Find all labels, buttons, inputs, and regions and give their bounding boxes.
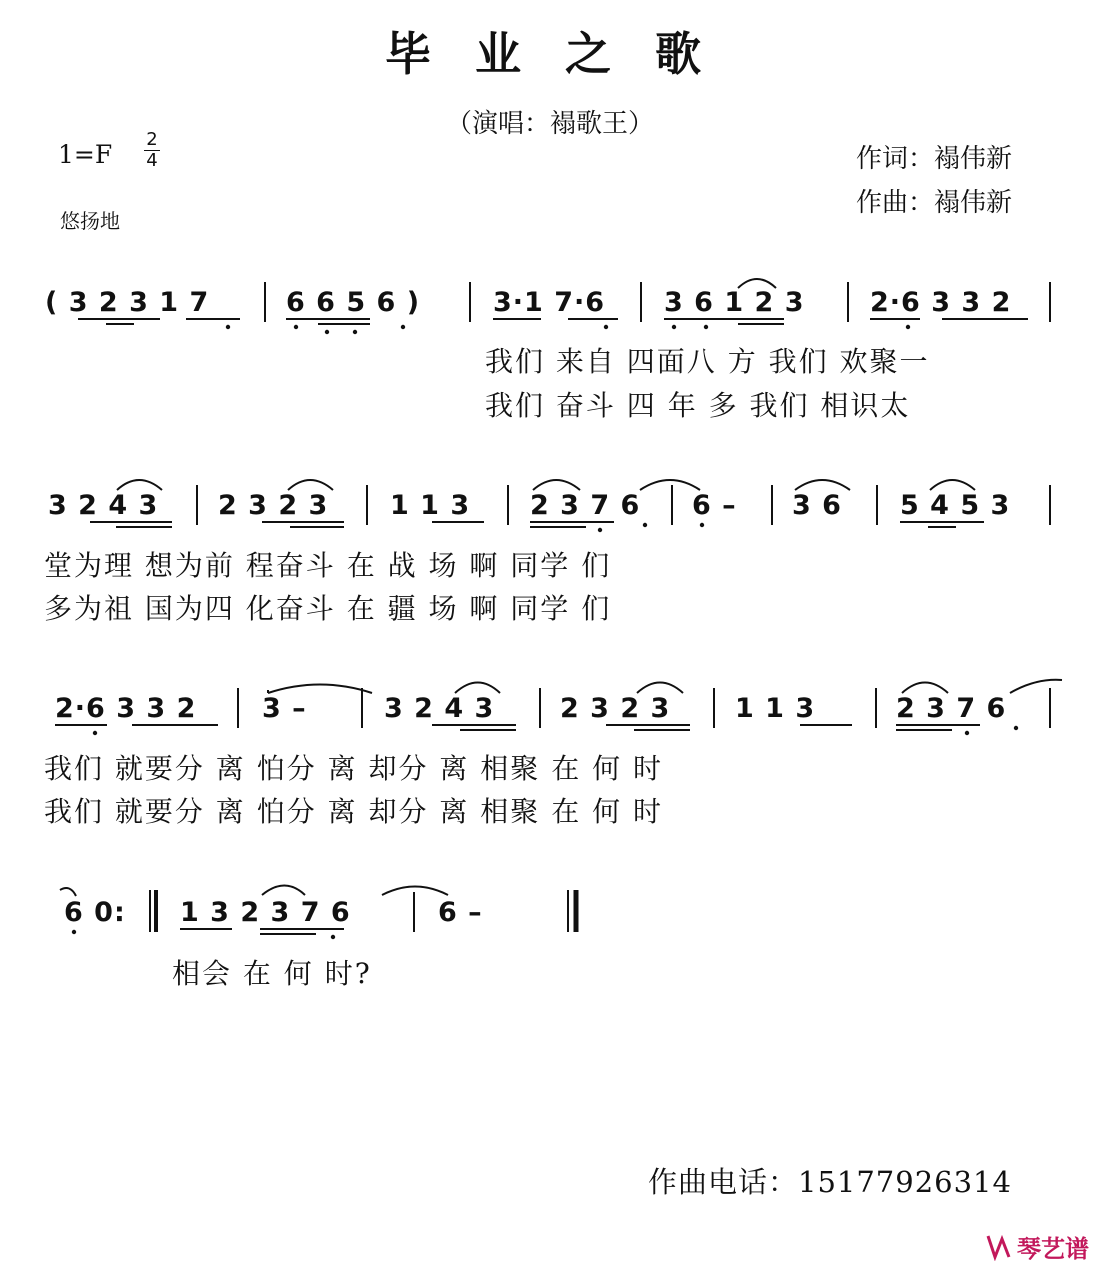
music-logo-icon [985, 1233, 1013, 1261]
octave-dot [401, 325, 405, 329]
octave-dot [1014, 726, 1018, 730]
beam-line [106, 323, 134, 325]
beam-line [262, 521, 344, 523]
slur [288, 480, 333, 490]
measure: 2·6 3 3 2 [870, 287, 1012, 318]
beam-line [800, 724, 852, 726]
measure: 2 3 2 3 [560, 693, 671, 724]
beam-line [78, 318, 160, 320]
measure: 5 4 5 3 [900, 490, 1011, 521]
octave-dot [226, 325, 230, 329]
octave-dot [598, 528, 602, 532]
slur [902, 683, 948, 694]
beam-line [260, 933, 316, 935]
beam-line [260, 928, 344, 930]
octave-dot [906, 325, 910, 329]
beam-line [896, 724, 980, 726]
lyricist-credit: 作词：褟伟新 [856, 144, 1013, 174]
lyric-line-verse-2: 多为祖 国为四 化奋斗 在 疆 场 啊 同学 们 [44, 592, 612, 625]
measure: 2 3 7 6 [896, 693, 1007, 724]
beam-line [493, 318, 541, 320]
beam-line [180, 928, 232, 930]
octave-dot [965, 731, 969, 735]
measure: 2 3 2 3 [218, 490, 329, 521]
song-title: 毕 业 之 歌 [384, 27, 716, 81]
beam-line [634, 729, 690, 731]
time-signature-numerator: 2 [144, 130, 160, 151]
lyric-line-ending: 相会 在 何 时? [172, 957, 372, 990]
slur [930, 480, 975, 490]
beam-line [460, 729, 516, 731]
octave-dot [672, 325, 676, 329]
octave-dot [700, 523, 704, 527]
lyric-line-verse-2: 我们 就要分 离 怕分 离 却分 离 相聚 在 何 时 [44, 795, 664, 828]
measure: 1 1 3 [390, 490, 471, 521]
slur [795, 480, 850, 490]
tie [268, 685, 372, 694]
key-signature: 1=F [58, 140, 113, 169]
tie [1010, 680, 1062, 693]
measure: 3 2 4 3 [384, 693, 495, 724]
octave-dot [325, 330, 329, 334]
octave-dot [331, 935, 335, 939]
slur [117, 480, 162, 490]
lyric-line-verse-2: 我们 奋斗 四 年 多 我们 相识太 [485, 389, 911, 422]
beam-line [738, 323, 784, 325]
lyric-line-verse-1: 我们 就要分 离 怕分 离 却分 离 相聚 在 何 时 [44, 752, 664, 785]
beam-line [90, 521, 172, 523]
beam-line [942, 318, 1028, 320]
beam-line [870, 318, 920, 320]
beam-line [928, 526, 956, 528]
octave-dot [294, 325, 298, 329]
measure: 3 6 1 2 3 [664, 287, 805, 318]
site-watermark [985, 1229, 1089, 1264]
measure: 2·6 3 3 2 [55, 693, 197, 724]
slur [637, 683, 683, 694]
measure: 3 6 [792, 490, 842, 521]
beam-line [568, 318, 618, 320]
slur [738, 279, 776, 288]
beam-line [664, 318, 784, 320]
tempo-marking: 悠扬地 [60, 209, 120, 233]
beam-line [530, 526, 586, 528]
beam-line [186, 318, 240, 320]
beam-line [432, 521, 484, 523]
beam-line [132, 724, 218, 726]
time-signature-denominator: 4 [146, 150, 158, 171]
slur [262, 886, 305, 896]
watermark-text: 琴艺谱 [1017, 1235, 1089, 1263]
tie [60, 888, 76, 896]
measure: 1 1 3 [735, 693, 816, 724]
octave-dot [704, 325, 708, 329]
slur [640, 480, 700, 490]
beam-line [432, 724, 516, 726]
beam-line [530, 521, 614, 523]
beam-line [900, 521, 984, 523]
beam-line [286, 318, 370, 320]
lyric-line-verse-1: 我们 来自 四面八 方 我们 欢聚一 [485, 345, 930, 378]
beam-line [290, 526, 344, 528]
octave-dot [604, 325, 608, 329]
measure: 2 3 7 6 [530, 490, 641, 521]
measure: 3·1 7·6 [493, 287, 606, 318]
measure: 1 3 2 3 7 6 [180, 897, 351, 928]
measure: 6 – [692, 490, 737, 521]
beam-line [896, 729, 952, 731]
measure: ( 3 2 3 1 7 [45, 287, 210, 318]
measure: 3 2 4 3 [48, 490, 159, 521]
octave-dot [93, 731, 97, 735]
performer-credit: （演唱：褟歌王） [445, 109, 654, 139]
measure: 6 0: [64, 897, 126, 928]
measure: 6 6 5 6 ) [286, 287, 421, 318]
octave-dot [72, 930, 76, 934]
beam-line [318, 323, 370, 325]
measure: 6 – [438, 897, 483, 928]
beam-line [55, 724, 107, 726]
beam-line [606, 724, 690, 726]
measure: 3 – [262, 693, 307, 724]
lyric-line-verse-1: 堂为理 想为前 程奋斗 在 战 场 啊 同学 们 [44, 549, 612, 582]
beam-line [116, 526, 172, 528]
slur [533, 480, 580, 490]
octave-dot [643, 523, 647, 527]
slur [455, 683, 500, 694]
octave-dot [353, 330, 357, 334]
composer-phone: 作曲电话：15177926314 [648, 1165, 1012, 1199]
composer-credit: 作曲：褟伟新 [856, 188, 1013, 218]
